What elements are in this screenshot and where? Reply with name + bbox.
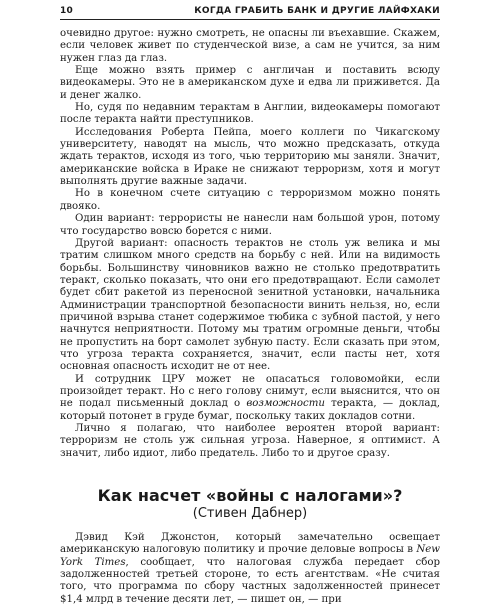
paragraph: Исследования Роберта Пейпа, моего коллеги по Чикагскому университету, наводят на мысль, что можно предсказать, откуда ждать терактов, исходя из того, чью территорию мы заняли. Значит, американские войска в Ираке не снижают терроризм, хотя и могут выполнять другие важные задачи. [60, 126, 440, 188]
running-header [60, 6, 440, 20]
paragraph-text: И сотрудник ЦРУ может не опасаться головомойки, если произойдет теракт. Но с него голову снимут, если выяснится, что он не подал письменный доклад о [60, 373, 440, 410]
paragraph: Но в конечном счете ситуацию с терроризмом можно понять двояко. [60, 188, 440, 212]
paragraph: Лично я полагаю, что наиболее вероятен второй вариант: терроризм не столь уж сильная угроза. Наверное, я оптимист. А значит, либо идиот, либо предатель. Либо то и другое сразу. [60, 423, 440, 459]
running-title: КОГДА ГРАБИТЬ БАНК И ДРУГИЕ ЛАЙФХАКИ [194, 6, 440, 16]
italic-text: возможности [246, 398, 325, 410]
paragraph-text: , сообщает, что налоговая служба передает сбор задолженностей третьей стороне, то есть агентствам. «Не считая того, что программа по сбору частных задолженностей принесет $1,4 млрд в течение десяти лет, — пишет он, — при [60, 556, 440, 605]
paragraph: Один вариант: террористы не нанесли нам большой урон, потому что государство вовсю борется с ними. [60, 213, 440, 237]
italic-text: New York Times [60, 544, 440, 568]
paragraph-text: теракта, — доклад, который потонет в груде бумаг, поскольку таких докладов сотни. [60, 398, 440, 422]
section-author: (Стивен Дабнер) [192, 506, 308, 522]
page-number: 10 [60, 6, 74, 16]
paragraph: очевидно другое: нужно смотреть, не опасны ли въехавшие. Скажем, если человек живет по студенческой визе, а сам не учится, за ним нужен глаз да глаз. [60, 28, 440, 64]
paragraph: Другой вариант: опасность терактов не столь уж велика и мы тратим слишком много средств на борьбу с ней. Или на видимость борьбы. Большинству чиновников важно не столько предотвратить теракт, сколько показать, что они его предотвращают. Если самолет будет сбит ракетой из переносной зенитной установки, начальника Администрации транспортной безопасности винить нельзя, но, если причиной взрыва станет содержимое тюбика с зубной пастой, у него начнутся неприятности. Потому мы тратим огромные деньги, чтобы не пропустить на борт самолет зубную пасту. Если сказать при этом, что угроза теракта сохраняется, значит, если пасты нет, хотя основная опасность исходит не от нее. [60, 237, 440, 373]
paragraph-text: Дэвид Кэй Джонстон, который замечательно освещает американскую налоговую политику и прочие деловые вопросы в [60, 532, 440, 556]
section-title: Как насчет «войны с налогами»? [97, 486, 403, 506]
paragraph: Еще можно взять пример с англичан и поставить всюду видеокамеры. Это не в американском духе и едва ли приживется. Да и денег жалко. [60, 65, 440, 101]
page-body [60, 28, 440, 606]
paragraph [60, 532, 440, 606]
paragraph: Но, судя по недавним терактам в Англии, видеокамеры помогают после теракта найти преступников. [60, 102, 440, 126]
paragraph [60, 374, 440, 423]
